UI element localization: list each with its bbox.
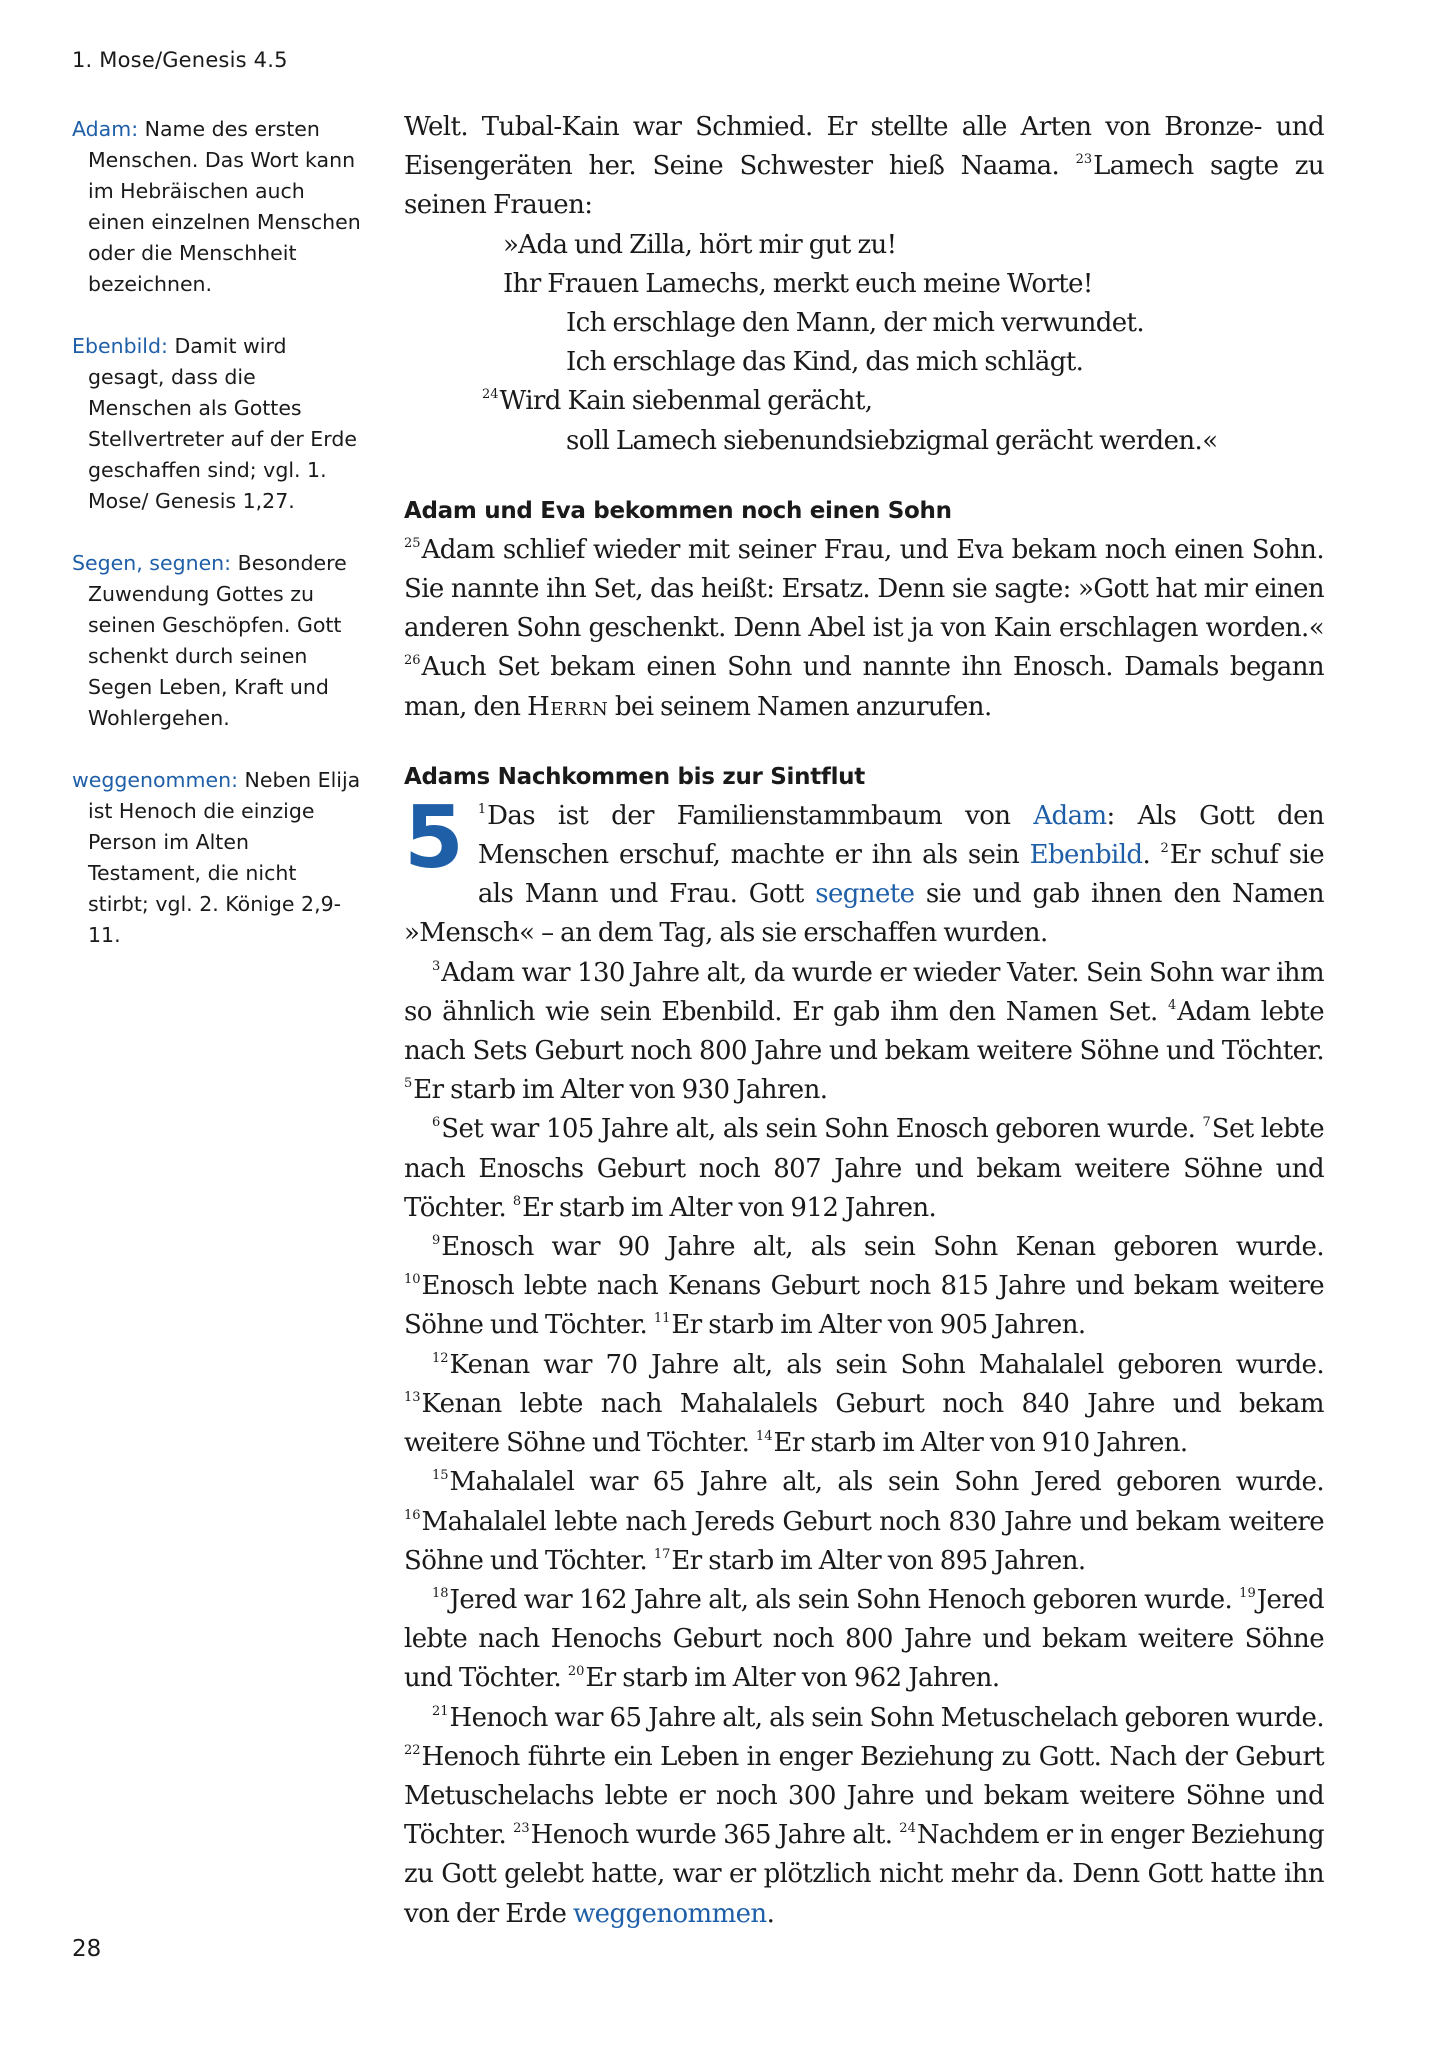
- paragraph: 5 $^1$Das ist der Familienstammbaum von Adam: Als Gott den Menschen erschuf, machte er ihn als sein Ebenbild. $^2$Er schuf sie als Mann und Frau. Gott segnete sie und gab ihnen den Namen »Mensch« – an dem Tag, als sie erschaffen wurden.: [404, 787, 1325, 949]
- verse-number: 8: [512, 1193, 522, 1209]
- verse-text: Enosch war 90 Jahre alt, als sein Sohn Kenan geboren wurde.: [441, 1232, 1324, 1263]
- verse-number: 17: [653, 1546, 671, 1562]
- paragraph: [404, 531, 1324, 727]
- poem-line: [404, 382, 1324, 421]
- paragraph: [404, 1581, 1324, 1699]
- verse-number: 3: [432, 958, 441, 974]
- verse-text: Auch Set bekam einen Sohn und nannte ihn Enosch. Damals begann man, den: [404, 652, 1324, 722]
- verse-text: Er starb im Alter von 930 Jahren.: [413, 1075, 828, 1106]
- intro-paragraph: [404, 108, 1324, 226]
- verse-text: Er starb im Alter von 962 Jahren.: [585, 1663, 1000, 1694]
- paragraph: [404, 1346, 1324, 1464]
- glossary-link-adam[interactable]: Adam: [1033, 800, 1107, 831]
- glossary-definition: Name des ersten Menschen. Das Wort kann im Hebräischen auch einen einzelnen Menschen oder die Menschheit bezeichnen.: [88, 117, 361, 296]
- poem-line: »Ada und Zilla, hört mir gut zu!: [503, 229, 897, 260]
- verse-number: 6: [432, 1115, 441, 1131]
- verse-text: Er schuf sie als Mann und Frau. Gott: [477, 840, 1324, 910]
- verse-text: Adam lebte nach Sets Geburt noch 800 Jahre und bekam weitere Söhne und Töchter.: [404, 996, 1324, 1067]
- glossary-link-ebenbild[interactable]: Ebenbild: [1029, 840, 1143, 871]
- verse-text: : Als Gott den Menschen erschuf, machte er ihn als sein: [477, 800, 1325, 871]
- glossary-sidebar: [72, 114, 362, 982]
- glossary-definition: Besondere Zuwendung Gottes zu seinen Geschöpfen. Gott schenkt durch seinen Segen Leben, Kraft und Wohlergehen.: [88, 551, 347, 730]
- verse-number: 11: [653, 1311, 671, 1327]
- section-heading: Adams Nachkommen bis zur Sintflut: [404, 763, 865, 790]
- verse-number: 13: [404, 1389, 421, 1405]
- verse-number: 4: [1168, 997, 1177, 1013]
- verse-text: Henoch führte ein Leben in enger Beziehung zu Gott. Nach der Geburt Metuschelachs lebte er noch 300 Jahre und bekam weitere Söhne und Töchter.: [404, 1741, 1324, 1851]
- verse-text: Set war 105 Jahre alt, als sein Sohn Enosch geboren wurde.: [441, 1114, 1196, 1145]
- glossary-definition: Damit wird gesagt, dass die Menschen als Gottes Stellvertreter auf der Erde geschaffen sind; vgl. 1. Mose/ Genesis 1,27.: [88, 334, 357, 513]
- verse-text: Adam schlief wieder mit seiner Frau, und Eva bekam noch einen Sohn. Sie nannte ihn Set, das heißt: Ersatz. Denn sie sagte: »Gott hat mir einen anderen Sohn geschenkt. Denn Abel ist ja von Kain erschlagen worden.«: [404, 534, 1324, 644]
- glossary-term[interactable]: Ebenbild:: [72, 334, 168, 358]
- verse-text: Lamech sagte zu seinen Frauen:: [404, 151, 1324, 221]
- paragraph: [404, 1228, 1324, 1346]
- verse-number: 22: [404, 1742, 421, 1758]
- verse-text: Adam war 130 Jahre alt, da wurde er wieder Vater. Sein Sohn war ihm so ähnlich wie sein Ebenbild. Er gab ihm den Namen Set.: [404, 957, 1324, 1027]
- verse-text: Jered lebte nach Henochs Geburt noch 800 Jahre und bekam weitere Söhne und Töchter.: [404, 1584, 1324, 1694]
- glossary-link-segnete[interactable]: segnete: [815, 879, 915, 910]
- verse-number: 7: [1202, 1115, 1211, 1131]
- verse-number: 24: [899, 1821, 916, 1837]
- verse-text: Kenan war 70 Jahre alt, als sein Sohn Mahalalel geboren wurde.: [449, 1349, 1324, 1380]
- verse-text: Welt. Tubal-Kain war Schmied. Er stellte alle Arten von Bronze- und Eisengeräten her. Seine Schwester hieß Naama.: [404, 112, 1324, 182]
- running-head: 1. Mose/Genesis 4.5: [72, 48, 288, 72]
- verse-number: 23: [513, 1821, 530, 1837]
- verse-number: 20: [567, 1664, 585, 1680]
- paragraph: [404, 1110, 1324, 1228]
- verse-text: Enosch lebte nach Kenans Geburt noch 815 Jahre und bekam weitere Söhne und Töchter.: [404, 1271, 1324, 1341]
- verse-text: Er starb im Alter von 912 Jahren.: [522, 1192, 937, 1223]
- verse-number: 23: [1075, 152, 1093, 168]
- verse-number: 25: [404, 535, 421, 551]
- verse-number: 12: [432, 1350, 449, 1366]
- page-number: 28: [72, 1936, 102, 1962]
- verse-number: 1: [477, 801, 487, 817]
- verse-number: 18: [432, 1585, 449, 1601]
- poem: [404, 226, 1324, 461]
- poem-line: soll Lamech siebenundsiebzigmal gerächt werden.«: [566, 425, 1218, 456]
- verse-number: 2: [1160, 841, 1169, 857]
- verse-number: 15: [432, 1468, 449, 1484]
- glossary-entry-adam: [72, 114, 362, 300]
- verse-text: Set lebte nach Enoschs Geburt noch 807 Jahre und bekam weitere Söhne und Töchter.: [404, 1114, 1324, 1223]
- verse-number: 16: [404, 1507, 421, 1523]
- verse-number: 26: [404, 653, 421, 669]
- verse-text: Er starb im Alter von 895 Jahren.: [671, 1545, 1086, 1576]
- glossary-entry-weggenommen: [72, 765, 362, 951]
- poem-line: Ich erschlage das Kind, das mich schlägt.: [566, 347, 1084, 378]
- poem-text: Wird Kain siebenmal gerächt,: [499, 386, 873, 417]
- paragraph: [404, 1463, 1324, 1581]
- verse-number: 21: [432, 1703, 449, 1719]
- verse-text: Nachdem er in enger Beziehung zu Gott gelebt hatte, war er plötzlich nicht mehr da. Denn Gott hatte ihn von der Erde: [404, 1820, 1324, 1929]
- verse-text: Kenan lebte nach Mahalalels Geburt noch 840 Jahre und bekam weitere Söhne und Töchter.: [404, 1388, 1324, 1459]
- section-heading: Adam und Eva bekommen noch einen Sohn: [404, 497, 952, 524]
- glossary-term[interactable]: Segen, segnen:: [72, 551, 232, 575]
- verse-text: Er starb im Alter von 910 Jahren.: [773, 1428, 1188, 1459]
- verse-number: 5: [404, 1076, 413, 1092]
- glossary-definition: Neben Elija ist Henoch die einzige Person im Alten Testament, die nicht stirbt; vgl. 2. Könige 2,9-11.: [88, 768, 361, 947]
- verse-number: 19: [1239, 1585, 1256, 1601]
- lord-name: Herrn: [527, 691, 609, 722]
- punctuation: .: [766, 1898, 775, 1929]
- verse-text: Mahalalel war 65 Jahre alt, als sein Sohn Jered geboren wurde.: [449, 1467, 1324, 1498]
- glossary-term[interactable]: weggenommen:: [72, 768, 239, 792]
- verse-number: 9: [432, 1233, 441, 1249]
- verse-number: 24: [482, 387, 499, 403]
- verse-text: Mahalalel lebte nach Jereds Geburt noch 830 Jahre und bekam weitere Söhne und Töchter.: [404, 1506, 1324, 1576]
- verse-text: Henoch war 65 Jahre alt, als sein Sohn Metuschelach geboren wurde.: [449, 1702, 1324, 1733]
- glossary-entry-ebenbild: [72, 331, 362, 517]
- glossary-link-weggenommen[interactable]: weggenommen: [573, 1898, 767, 1929]
- verse-text: Jered war 162 Jahre alt, als sein Sohn Henoch geboren wurde.: [449, 1584, 1233, 1615]
- paragraph: [404, 954, 1324, 1111]
- glossary-entry-segen: [72, 548, 362, 734]
- verse-text: bei seinem Namen anzurufen.: [614, 691, 992, 722]
- verse-number: 10: [404, 1272, 421, 1288]
- verse-number: 14: [755, 1429, 773, 1445]
- chapter-number: 5: [404, 787, 464, 888]
- paragraph: [404, 1699, 1324, 1934]
- verse-text: Er starb im Alter von 905 Jahren.: [671, 1310, 1086, 1341]
- verse-text: Henoch wurde 365 Jahre alt.: [530, 1820, 893, 1851]
- verse-text: sie und gab ihnen den Namen »Mensch« – an dem Tag, als sie erschaffen wurden.: [404, 879, 1324, 949]
- main-text-column: [404, 108, 1324, 1934]
- poem-line: Ich erschlage den Mann, der mich verwundet.: [566, 308, 1145, 339]
- verse-text: Das ist der Familienstammbaum von: [487, 800, 1011, 831]
- glossary-term[interactable]: Adam:: [72, 117, 139, 141]
- poem-line: Ihr Frauen Lamechs, merkt euch meine Worte!: [503, 268, 1093, 299]
